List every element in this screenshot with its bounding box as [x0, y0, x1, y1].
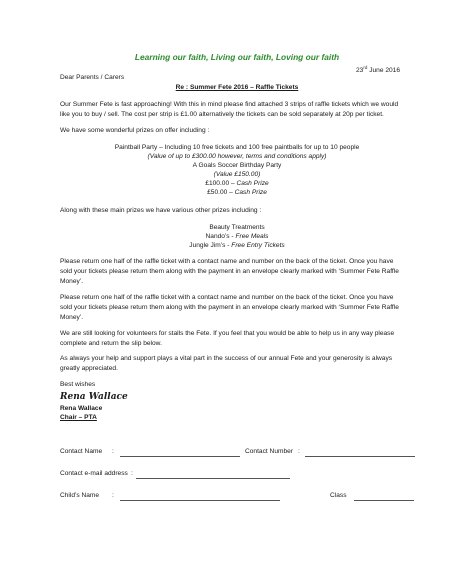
contact-number-field[interactable]: [305, 456, 415, 457]
closing: Best wishes: [60, 381, 96, 388]
school-motto: Learning our faith, Living our faith, Loving our faith: [134, 52, 340, 62]
volunteers-line-2: complete and return the slip below.: [60, 340, 162, 347]
letter-subject: Re : Summer Fete 2016 – Raffle Tickets: [175, 84, 299, 91]
contact-name-field[interactable]: [120, 456, 240, 457]
childs-name-colon: :: [112, 492, 114, 499]
prize-paintball: Paintball Party – Including 10 free tickets and 100 free paintballs for up to 10 people: [114, 144, 360, 151]
main-prizes-intro: Along with these main prizes we have various other prizes including :: [60, 207, 262, 214]
childs-name-label: Child’s Name: [60, 492, 100, 499]
contact-email-colon: :: [131, 470, 133, 477]
return2-line-3: Money’.: [60, 314, 84, 321]
letter-date: 23rd June 2016: [356, 64, 400, 74]
prizes-intro: We have some wonderful prizes on offer including :: [60, 127, 210, 134]
contact-name-label: Contact Name: [60, 448, 103, 455]
contact-name-colon: :: [112, 448, 114, 455]
intro-line-1: Our Summer Fete is fast approaching! With this in mind please find attached 3 strips of raffle tickets which we would: [60, 101, 399, 108]
greeting: Dear Parents / Carers: [60, 74, 125, 81]
childs-name-field[interactable]: [120, 500, 280, 501]
contact-number-label: Contact Number: [245, 448, 294, 455]
prize-cash-100: £100.00 – Cash Prize: [205, 180, 269, 187]
return-line-1: Please return one half of the raffle ticket with a contact name and number on the back of the ticket. Once you have: [60, 258, 394, 265]
prize-paintball-value: (Value of up to £300.00 however, terms and conditions apply): [147, 153, 327, 160]
prize-nandos: Nando’s - Free Meals: [205, 233, 269, 240]
prize-soccer-party: A Goals Soccer Birthday Party: [192, 162, 282, 169]
volunteers-line-1: We are still looking for volunteers for stalls the Fete. If you feel that you would be able to help us in any way please: [60, 330, 395, 337]
intro-line-2: like you to buy / sell. The cost per strip is £1.00 alternatively the tickets can be sold separately at 20p per ticket.: [60, 111, 384, 118]
return-line-2: sold your tickets please return them along with the payment in an envelope clearly marked with ‘Summer Fete Raffle: [60, 268, 399, 275]
class-label: Class: [330, 492, 347, 499]
signer-title: Chair – PTA: [60, 414, 97, 421]
signer-name: Rena Wallace: [60, 405, 103, 412]
return2-line-2: sold your tickets please return them along with the payment in an envelope clearly marked with ‘Summer Fete Raffle: [60, 304, 399, 311]
prize-soccer-value: (Value £150.00): [213, 171, 261, 178]
contact-email-field[interactable]: [136, 478, 290, 479]
contact-number-colon: :: [298, 448, 300, 455]
thanks-line-2: greatly appreciated.: [60, 365, 118, 372]
prize-beauty: Beauty Treatments: [209, 224, 265, 231]
prize-cash-50: £50.00 – Cash Prize: [207, 189, 267, 196]
return-line-3: Money’.: [60, 278, 84, 285]
handwritten-signature: Rena Wallace: [60, 392, 128, 402]
class-field[interactable]: [354, 500, 414, 501]
prize-jungle-jims: Jungle Jim’s - Free Entry Tickets: [189, 242, 285, 249]
contact-email-label: Contact e-mail address: [60, 470, 128, 477]
return2-line-1: Please return one half of the raffle ticket with a contact name and number on the back of the ticket. Once you have: [60, 294, 394, 301]
thanks-line-1: As always your help and support plays a vital part in the success of our annual Fete and your generosity is always: [60, 355, 393, 362]
